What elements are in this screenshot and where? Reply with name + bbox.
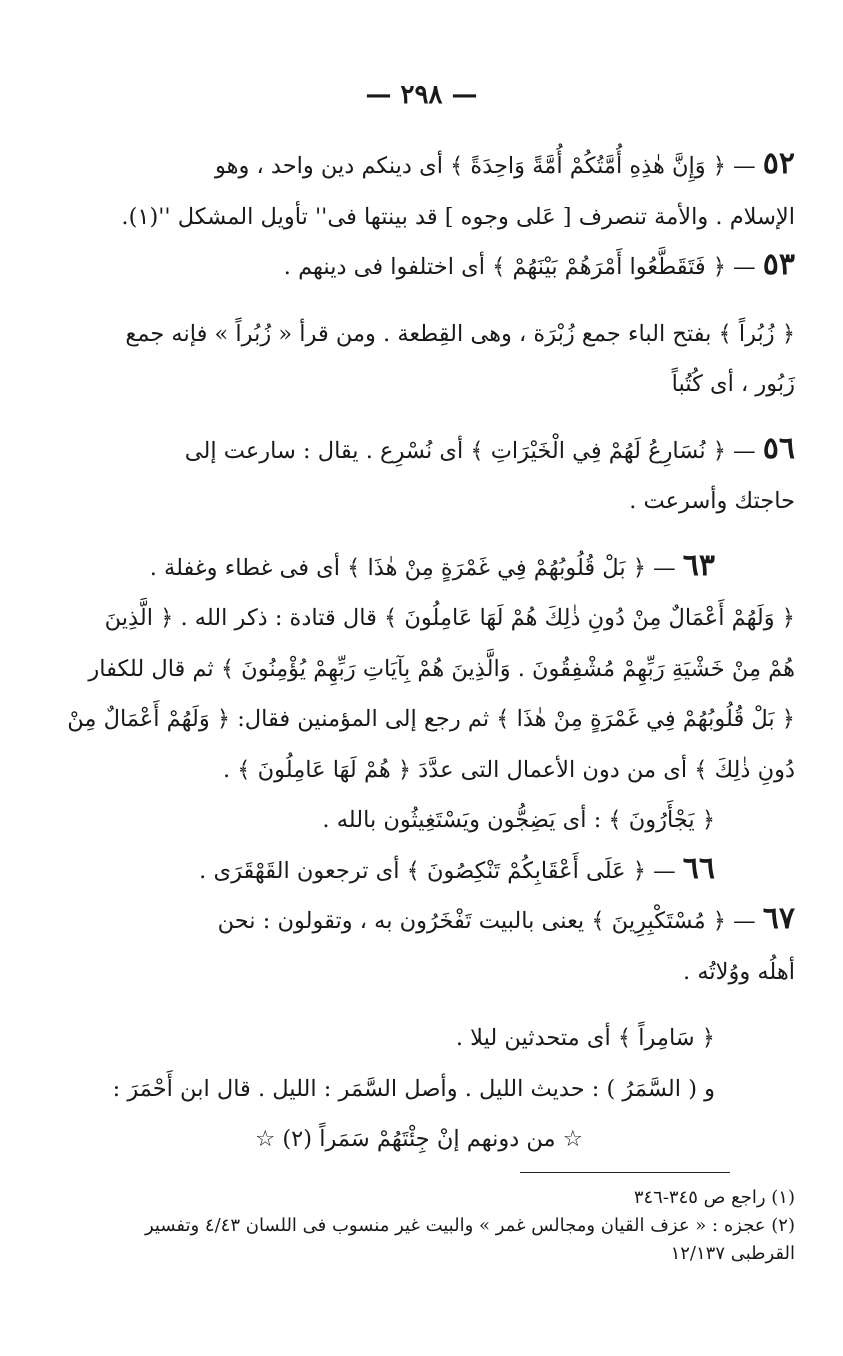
text-line — [43, 358, 795, 409]
text-line — [43, 592, 795, 643]
footnote: (٢) عجزه : « عزف القيان ومجالس غمر » والبيت غير منسوب فى اللسان ٤/٤٣ وتفسير — [144, 1215, 795, 1236]
line-text: — ﴿ مُسْتَكْبِرِينَ ﴾ يعنى بالبيت تَفْخَرُون به ، وتقولون : نحن — [217, 908, 763, 934]
line-text: حاجتك وأسرعت . — [629, 488, 795, 514]
verse-number: ٥٢ — [762, 146, 795, 181]
line-text: ﴿ زُبُراً ﴾ بفتح الباء جمع زُبْرَة ، وهى القِطعة . ومن قرأ « زُبُراً » فإنه جمع — [125, 320, 795, 347]
text-line — [43, 1063, 795, 1114]
line-text: أهلُه ووُلاتُه . — [683, 958, 795, 985]
line-text: الإسلام . والأمة تنصرف [ عَلى وجوه ] قد بينتها فى'' تأويل المشكل ''(١). — [121, 203, 795, 230]
text-line — [43, 475, 795, 526]
page-number: — ٢٩٨ — — [365, 80, 478, 110]
text-line — [43, 845, 795, 896]
text-line — [43, 946, 795, 997]
line-text: ﴿ وَلَهُمْ أَعْمَالٌ مِنْ دُونِ ذٰلِكَ هُمْ لَهَا عَامِلُونَ ﴾ قال قتادة : ذكر الله . ﴿ الَّذِينَ — [104, 605, 795, 631]
footnote: (١) راجع ص ٣٤٥-٣٤٦ — [633, 1187, 795, 1208]
line-text: — ﴿ عَلَى أَعْقَابِكُمْ تَنْكِصُونَ ﴾ أى ترجعون القَهْقَرَى . — [199, 857, 683, 884]
verse-number: ٦٦ — [682, 850, 715, 886]
line-text: — ﴿ فَتَقَطَّعُوا أَمْرَهُمْ بَيْنَهُمْ ﴾ أى اختلفوا فى دينهم . — [283, 254, 763, 280]
line-text: ﴿ سَامِراً ﴾ أى متحدثين ليلا . — [455, 1025, 715, 1051]
text-line — [43, 1012, 795, 1063]
text-line — [43, 744, 795, 795]
text-line — [43, 693, 795, 744]
text-line — [43, 241, 795, 292]
text-line — [43, 140, 795, 191]
text-line — [43, 794, 795, 845]
verse-number: ٥٦ — [762, 430, 795, 466]
verse-number: ٥٣ — [762, 247, 795, 282]
footnotes — [43, 1184, 795, 1268]
line-text: ☆ من دونهم إنْ جِئْتَهُمْ سَمَراً (٢) ☆ — [255, 1126, 583, 1152]
text-line — [43, 308, 795, 359]
line-text: دُونِ ذٰلِكَ ﴾ أى من دون الأعمال التى عدَّدَ ﴿ هُمْ لَهَا عَامِلُونَ ﴾ . — [222, 756, 795, 783]
line-text: — ﴿ نُسَارِعُ لَهُمْ فِي الْخَيْرَاتِ ﴾ أى نُسْرِع . يقال : سارعت إلى — [184, 437, 763, 464]
line-text: ﴿ يَجْأَرُونَ ﴾ : أى يَضِجُّون ويَسْتَغِيثُون بالله . — [322, 807, 715, 833]
verse-number: ٦٣ — [682, 547, 715, 583]
body-text — [43, 140, 795, 1164]
verse-number: ٦٧ — [762, 901, 795, 936]
line-text: — ﴿ بَلْ قُلُوبُهُمْ فِي غَمْرَةٍ مِنْ هٰذَا ﴾ أى فى غطاء وغفلة . — [149, 554, 683, 581]
footnote-continuation: القرطبى ١٢/١٣٧ — [670, 1243, 795, 1264]
text-line — [43, 895, 795, 946]
line-text: زَبُور ، أى كُتُباً — [671, 371, 795, 397]
footnote-divider — [520, 1172, 730, 1173]
poem-line — [43, 1113, 795, 1164]
line-text: هُمْ مِنْ خَشْيَةِ رَبِّهِمْ مُشْفِقُونَ . وَالَّذِينَ هُمْ بِآيَاتِ رَبِّهِمْ يُؤْمِنُونَ ﴾ ثم قال للكفار — [88, 655, 795, 682]
line-text: و ( السَّمَرُ ) : حديث الليل . وأصل السَّمَر : الليل . قال ابن أَحْمَرَ : — [112, 1075, 715, 1102]
text-line — [43, 542, 795, 593]
text-line — [43, 191, 795, 242]
text-line — [43, 425, 795, 476]
line-text: — ﴿ وَإِنَّ هٰذِهِ أُمَّتُكُمْ أُمَّةً وَاحِدَةً ﴾ أى دينكم دين واحد ، وهو — [214, 153, 763, 179]
text-line — [43, 643, 795, 694]
line-text: ﴿ بَلْ قُلُوبُهُمْ فِي غَمْرَةٍ مِنْ هٰذَا ﴾ ثم رجع إلى المؤمنين فقال: ﴿ وَلَهُمْ أَعْمَالٌ مِنْ — [67, 706, 795, 732]
